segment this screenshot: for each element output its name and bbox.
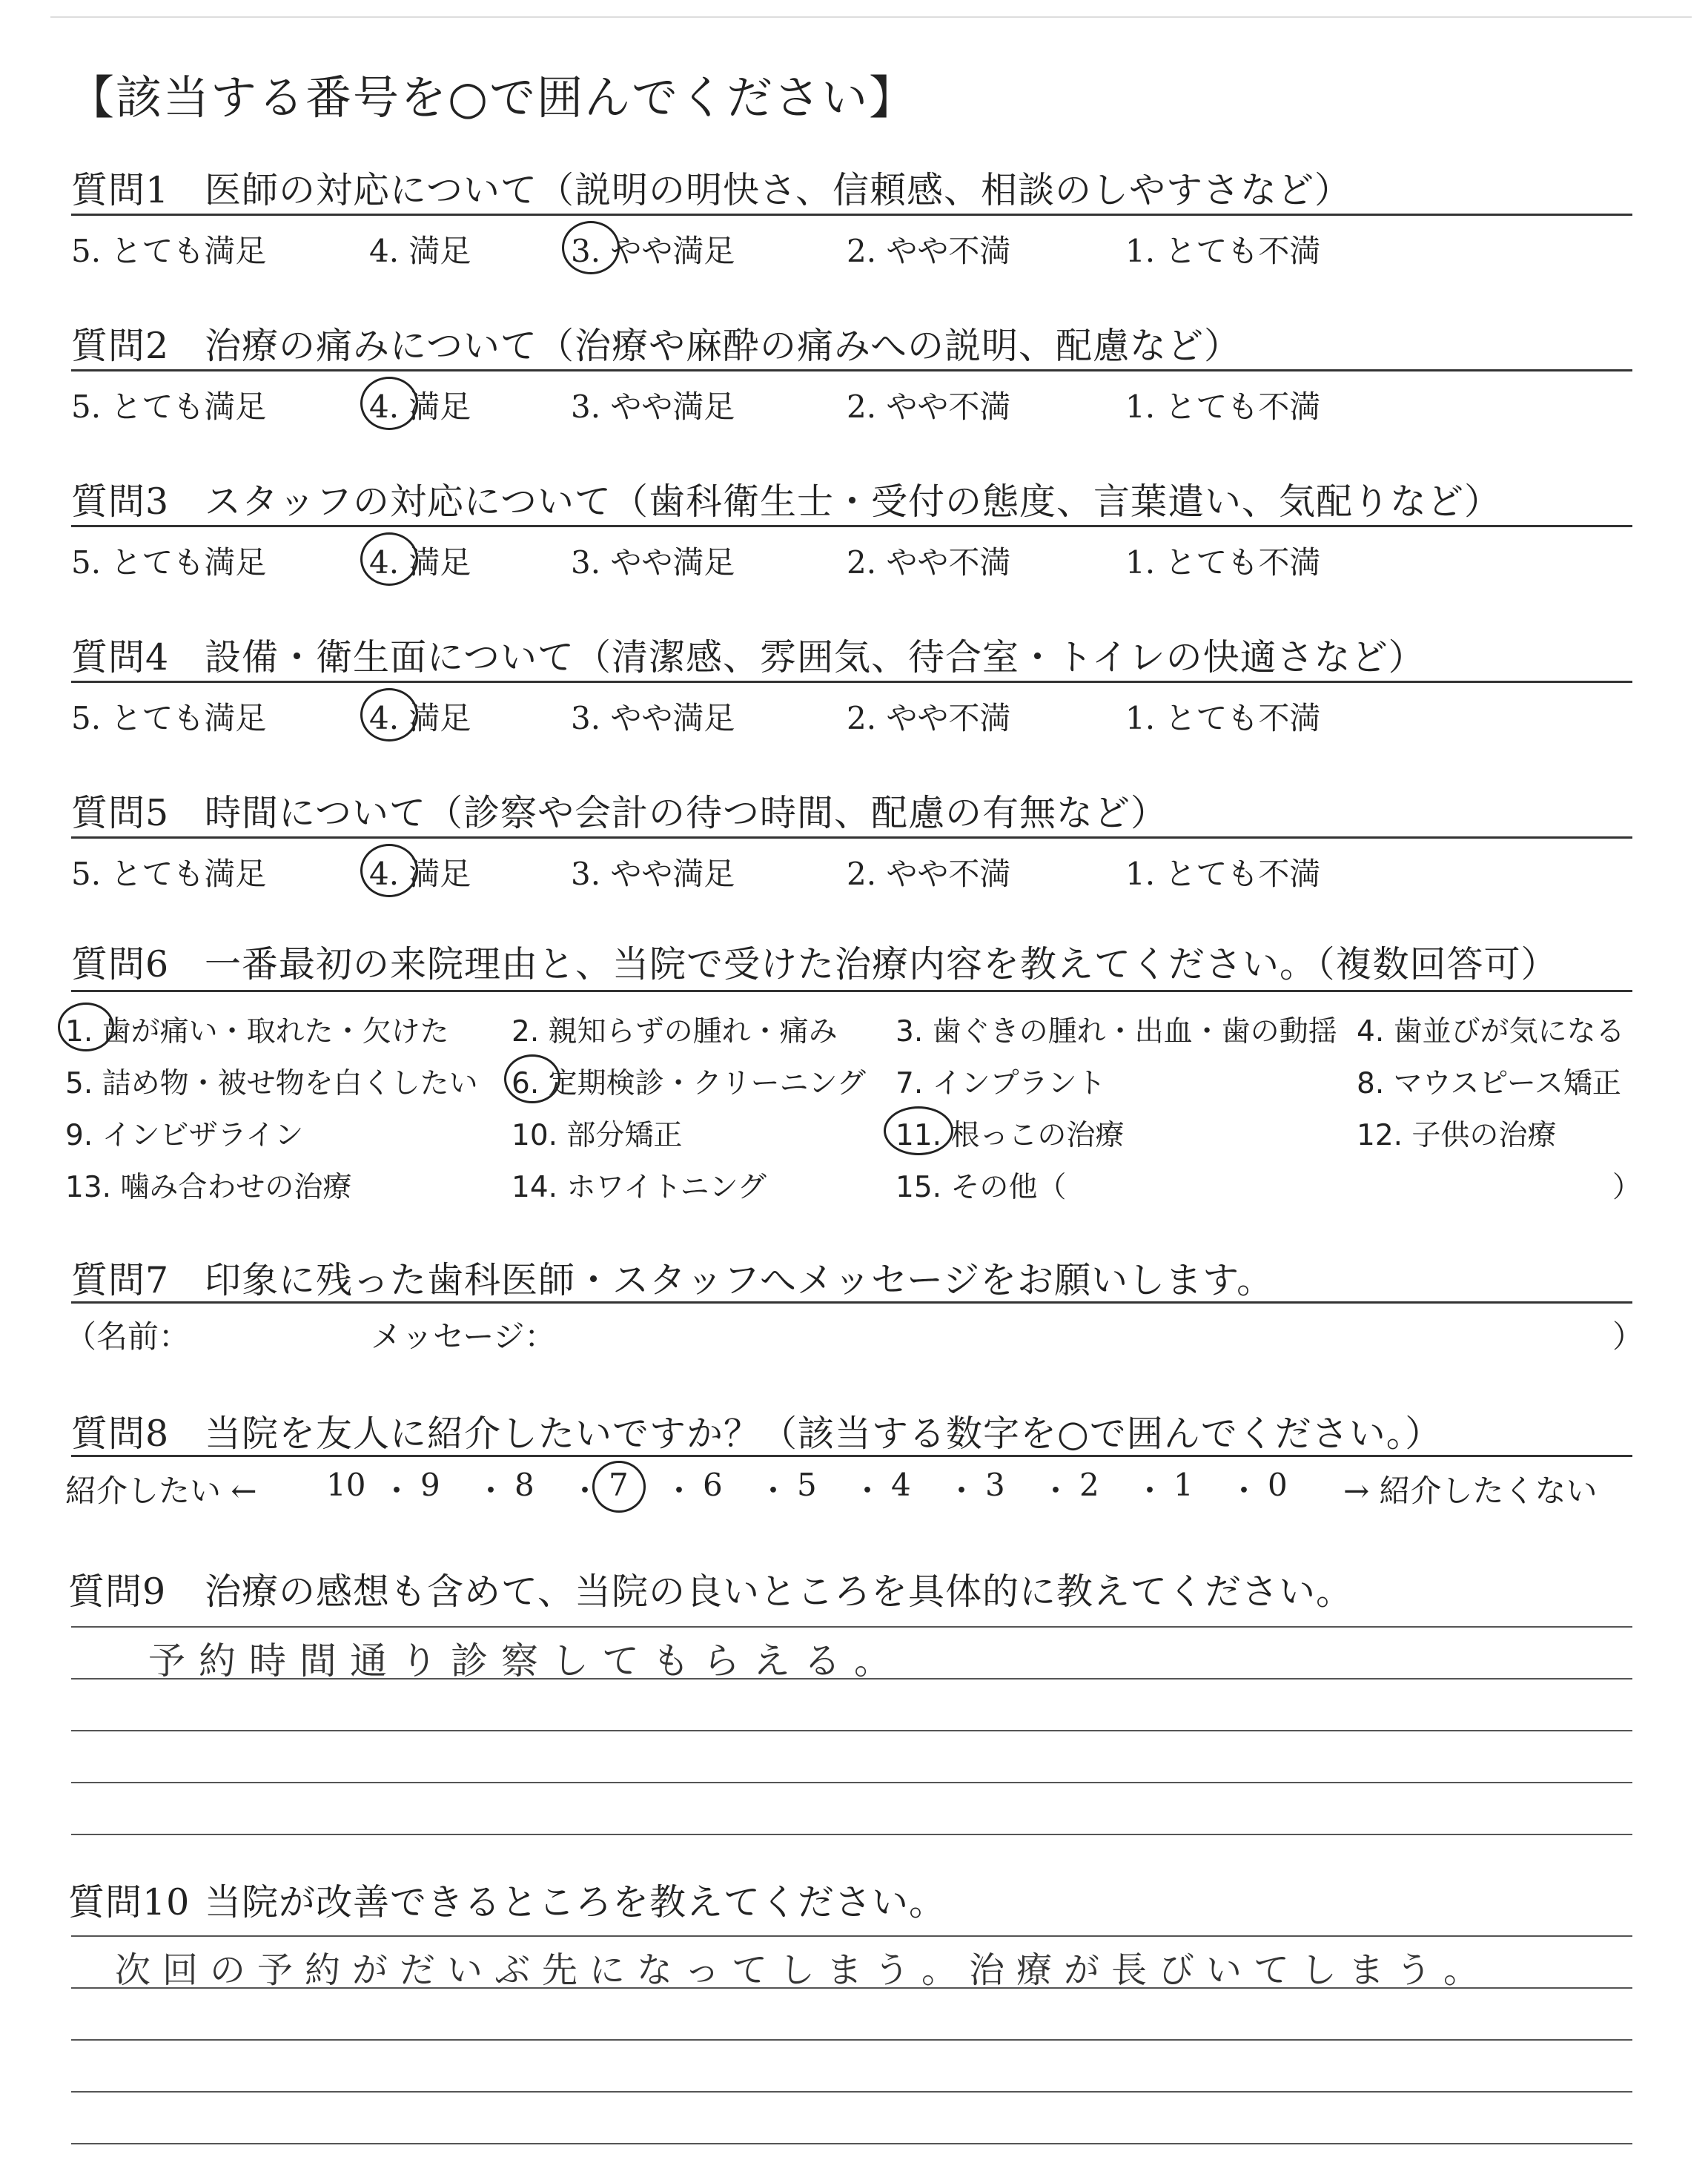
q8-score-0[interactable]: 0 — [1268, 1467, 1288, 1503]
q10-label: 質問10 — [68, 1881, 191, 1923]
q5-label: 質問5 — [71, 792, 170, 834]
q8-left-label: 紹介したい ← — [65, 1473, 257, 1509]
q8-score-2[interactable]: 2 — [1079, 1467, 1099, 1503]
q9-label: 質問9 — [68, 1571, 167, 1613]
q5-option-4[interactable]: 4. 満足 — [369, 856, 471, 892]
q6-text: 一番最初の来院理由と、当院で受けた治療内容を教えてください。（複数回答可） — [205, 943, 1558, 985]
q9-handwritten-answer: 予約時間通り診察してもらえる。 — [148, 1639, 904, 1682]
q1-selected-circle — [562, 221, 620, 274]
q8-score-1[interactable]: 1 — [1174, 1467, 1194, 1503]
q8-score-4[interactable]: 4 — [891, 1467, 911, 1503]
q6-option-7[interactable]: 7. インプラント — [896, 1067, 1106, 1100]
scan-top-edge — [50, 16, 1692, 18]
q4-selected-circle — [360, 688, 418, 742]
q8-score-9[interactable]: 9 — [420, 1467, 440, 1503]
q6-option-8[interactable]: 8. マウスピース矯正 — [1357, 1067, 1621, 1100]
q8-separator-dot: ・ — [852, 1473, 884, 1509]
q3-label: 質問3 — [71, 480, 170, 523]
q6-option-16: ） — [1612, 1171, 1642, 1204]
q7-name-label: （名前： — [65, 1318, 191, 1355]
q7-label: 質問7 — [71, 1259, 170, 1301]
q6-label: 質問6 — [71, 943, 170, 985]
q7-text: 印象に残った歯科医師・スタッフへメッセージをお願いします。 — [205, 1259, 1274, 1301]
q1-text: 医師の対応について（説明の明快さ、信頼感、相談のしやすさなど） — [205, 169, 1352, 211]
q4-option-1[interactable]: 1. とても不満 — [1125, 700, 1321, 736]
q3-option-5[interactable]: 5. とても満足 — [71, 544, 267, 581]
q4-option-4[interactable]: 4. 満足 — [369, 700, 471, 736]
q4-option-3[interactable]: 3. やや満足 — [571, 700, 735, 736]
q5-option-2[interactable]: 2. やや不満 — [847, 856, 1011, 892]
q6-selected-circle-1 — [58, 1003, 114, 1051]
q2-option-2[interactable]: 2. やや不満 — [847, 389, 1011, 425]
q8-score-8[interactable]: 8 — [514, 1467, 534, 1503]
q2-rule — [71, 369, 1632, 371]
q4-text: 設備・衛生面について（清潔感、雰囲気、待合室・トイレの快適さなど） — [205, 636, 1426, 678]
q8-label: 質問8 — [71, 1413, 170, 1455]
q8-right-label: → 紹介したくない — [1343, 1473, 1598, 1509]
q1-option-2[interactable]: 2. やや不満 — [847, 233, 1011, 269]
q2-option-5[interactable]: 5. とても満足 — [71, 389, 267, 425]
q2-text: 治療の痛みについて（治療や麻酔の痛みへの説明、配慮など） — [205, 325, 1242, 367]
q4-option-2[interactable]: 2. やや不満 — [847, 700, 1011, 736]
q8-separator-dot: ・ — [946, 1473, 978, 1509]
q10-text: 当院が改善できるところを教えてください。 — [205, 1881, 947, 1923]
q9-text: 治療の感想も含めて、当院の良いところを具体的に教えてください。 — [205, 1571, 1354, 1613]
q6-option-4[interactable]: 4. 歯並びが気になる — [1357, 1015, 1625, 1048]
q4-label: 質問4 — [71, 636, 170, 678]
q2-option-3[interactable]: 3. やや満足 — [571, 389, 735, 425]
q3-selected-circle — [360, 532, 418, 586]
q3-text: スタッフの対応について（歯科衛生士・受付の態度、言葉遣い、気配りなど） — [205, 480, 1502, 523]
q3-option-4[interactable]: 4. 満足 — [369, 544, 471, 581]
form-title: 【該当する番号を○で囲んでください】 — [68, 70, 917, 125]
q8-score-6[interactable]: 6 — [703, 1467, 723, 1503]
q10-line-3 — [71, 2039, 1632, 2041]
q8-text: 当院を友人に紹介したいですか？（該当する数字を○で囲んでください。） — [205, 1413, 1443, 1455]
q5-text: 時間について（診察や会計の待つ時間、配慮の有無など） — [205, 792, 1168, 834]
q8-score-3[interactable]: 3 — [985, 1467, 1005, 1503]
q7-message-label: メッセージ： — [371, 1318, 556, 1355]
q8-score-5[interactable]: 5 — [797, 1467, 817, 1503]
q10-line-5 — [71, 2143, 1632, 2144]
q8-separator-dot: ・ — [475, 1473, 507, 1509]
q4-option-5[interactable]: 5. とても満足 — [71, 700, 267, 736]
q2-option-1[interactable]: 1. とても不満 — [1125, 389, 1321, 425]
q6-rule — [71, 990, 1632, 992]
q9-line-3 — [71, 1730, 1632, 1731]
q8-score-10[interactable]: 10 — [326, 1467, 366, 1503]
q8-separator-dot: ・ — [758, 1473, 790, 1509]
q9-line-1 — [71, 1626, 1632, 1628]
q10-line-1 — [71, 1935, 1632, 1937]
q6-selected-circle-11 — [884, 1106, 953, 1155]
q6-option-12[interactable]: 12. 子供の治療 — [1357, 1119, 1557, 1152]
q6-option-6[interactable]: 6. 定期検診・クリーニング — [512, 1067, 866, 1100]
q2-label: 質問2 — [71, 325, 170, 367]
q5-selected-circle — [360, 844, 418, 897]
q1-option-1[interactable]: 1. とても不満 — [1125, 233, 1321, 269]
q1-option-5[interactable]: 5. とても満足 — [71, 233, 267, 269]
q5-option-1[interactable]: 1. とても不満 — [1125, 856, 1321, 892]
q8-separator-dot: ・ — [1134, 1473, 1166, 1509]
q6-option-15[interactable]: 15. その他（ — [896, 1171, 1067, 1204]
q10-handwritten-answer: 次回の予約がだいぶ先になってしまう。治療が長びいてしまう。 — [115, 1949, 1492, 1991]
q6-option-10[interactable]: 10. 部分矯正 — [512, 1119, 683, 1152]
q3-option-3[interactable]: 3. やや満足 — [571, 544, 735, 581]
q8-rule — [71, 1455, 1632, 1457]
q6-option-14[interactable]: 14. ホワイトニング — [512, 1171, 767, 1204]
q9-line-5 — [71, 1834, 1632, 1835]
q3-option-2[interactable]: 2. やや不満 — [847, 544, 1011, 581]
q6-option-2[interactable]: 2. 親知らずの腫れ・痛み — [512, 1015, 838, 1048]
q1-rule — [71, 214, 1632, 216]
q4-rule — [71, 681, 1632, 683]
q6-option-13[interactable]: 13. 噛み合わせの治療 — [65, 1171, 352, 1204]
q1-option-4[interactable]: 4. 満足 — [369, 233, 471, 269]
q6-option-11[interactable]: 11. 根っこの治療 — [896, 1119, 1125, 1152]
q6-option-9[interactable]: 9. インビザライン — [65, 1119, 304, 1152]
q3-rule — [71, 525, 1632, 527]
q1-label: 質問1 — [71, 169, 170, 211]
q2-selected-circle — [360, 377, 418, 430]
q1-option-3[interactable]: 3. やや満足 — [571, 233, 735, 269]
q7-rule — [71, 1301, 1632, 1304]
q8-separator-dot: ・ — [1040, 1473, 1072, 1509]
q8-score-7[interactable]: 7 — [609, 1467, 629, 1503]
q8-separator-dot: ・ — [663, 1473, 695, 1509]
q9-line-4 — [71, 1782, 1632, 1783]
q5-option-3[interactable]: 3. やや満足 — [571, 856, 735, 892]
q5-option-5[interactable]: 5. とても満足 — [71, 856, 267, 892]
q8-separator-dot: ・ — [381, 1473, 413, 1509]
q7-close-paren: ） — [1612, 1318, 1644, 1355]
q5-rule — [71, 836, 1632, 839]
q6-option-1[interactable]: 1. 歯が痛い・取れた・欠けた — [65, 1015, 449, 1048]
q6-option-5[interactable]: 5. 詰め物・被せ物を白くしたい — [65, 1067, 478, 1100]
q8-selected-circle — [592, 1461, 646, 1513]
q3-option-1[interactable]: 1. とても不満 — [1125, 544, 1321, 581]
q8-separator-dot: ・ — [569, 1473, 601, 1509]
q10-line-4 — [71, 2091, 1632, 2093]
q8-separator-dot: ・ — [1228, 1473, 1260, 1509]
q2-option-4[interactable]: 4. 満足 — [369, 389, 471, 425]
q6-option-3[interactable]: 3. 歯ぐきの腫れ・出血・歯の動揺 — [896, 1015, 1337, 1048]
q6-selected-circle-6 — [504, 1054, 560, 1103]
